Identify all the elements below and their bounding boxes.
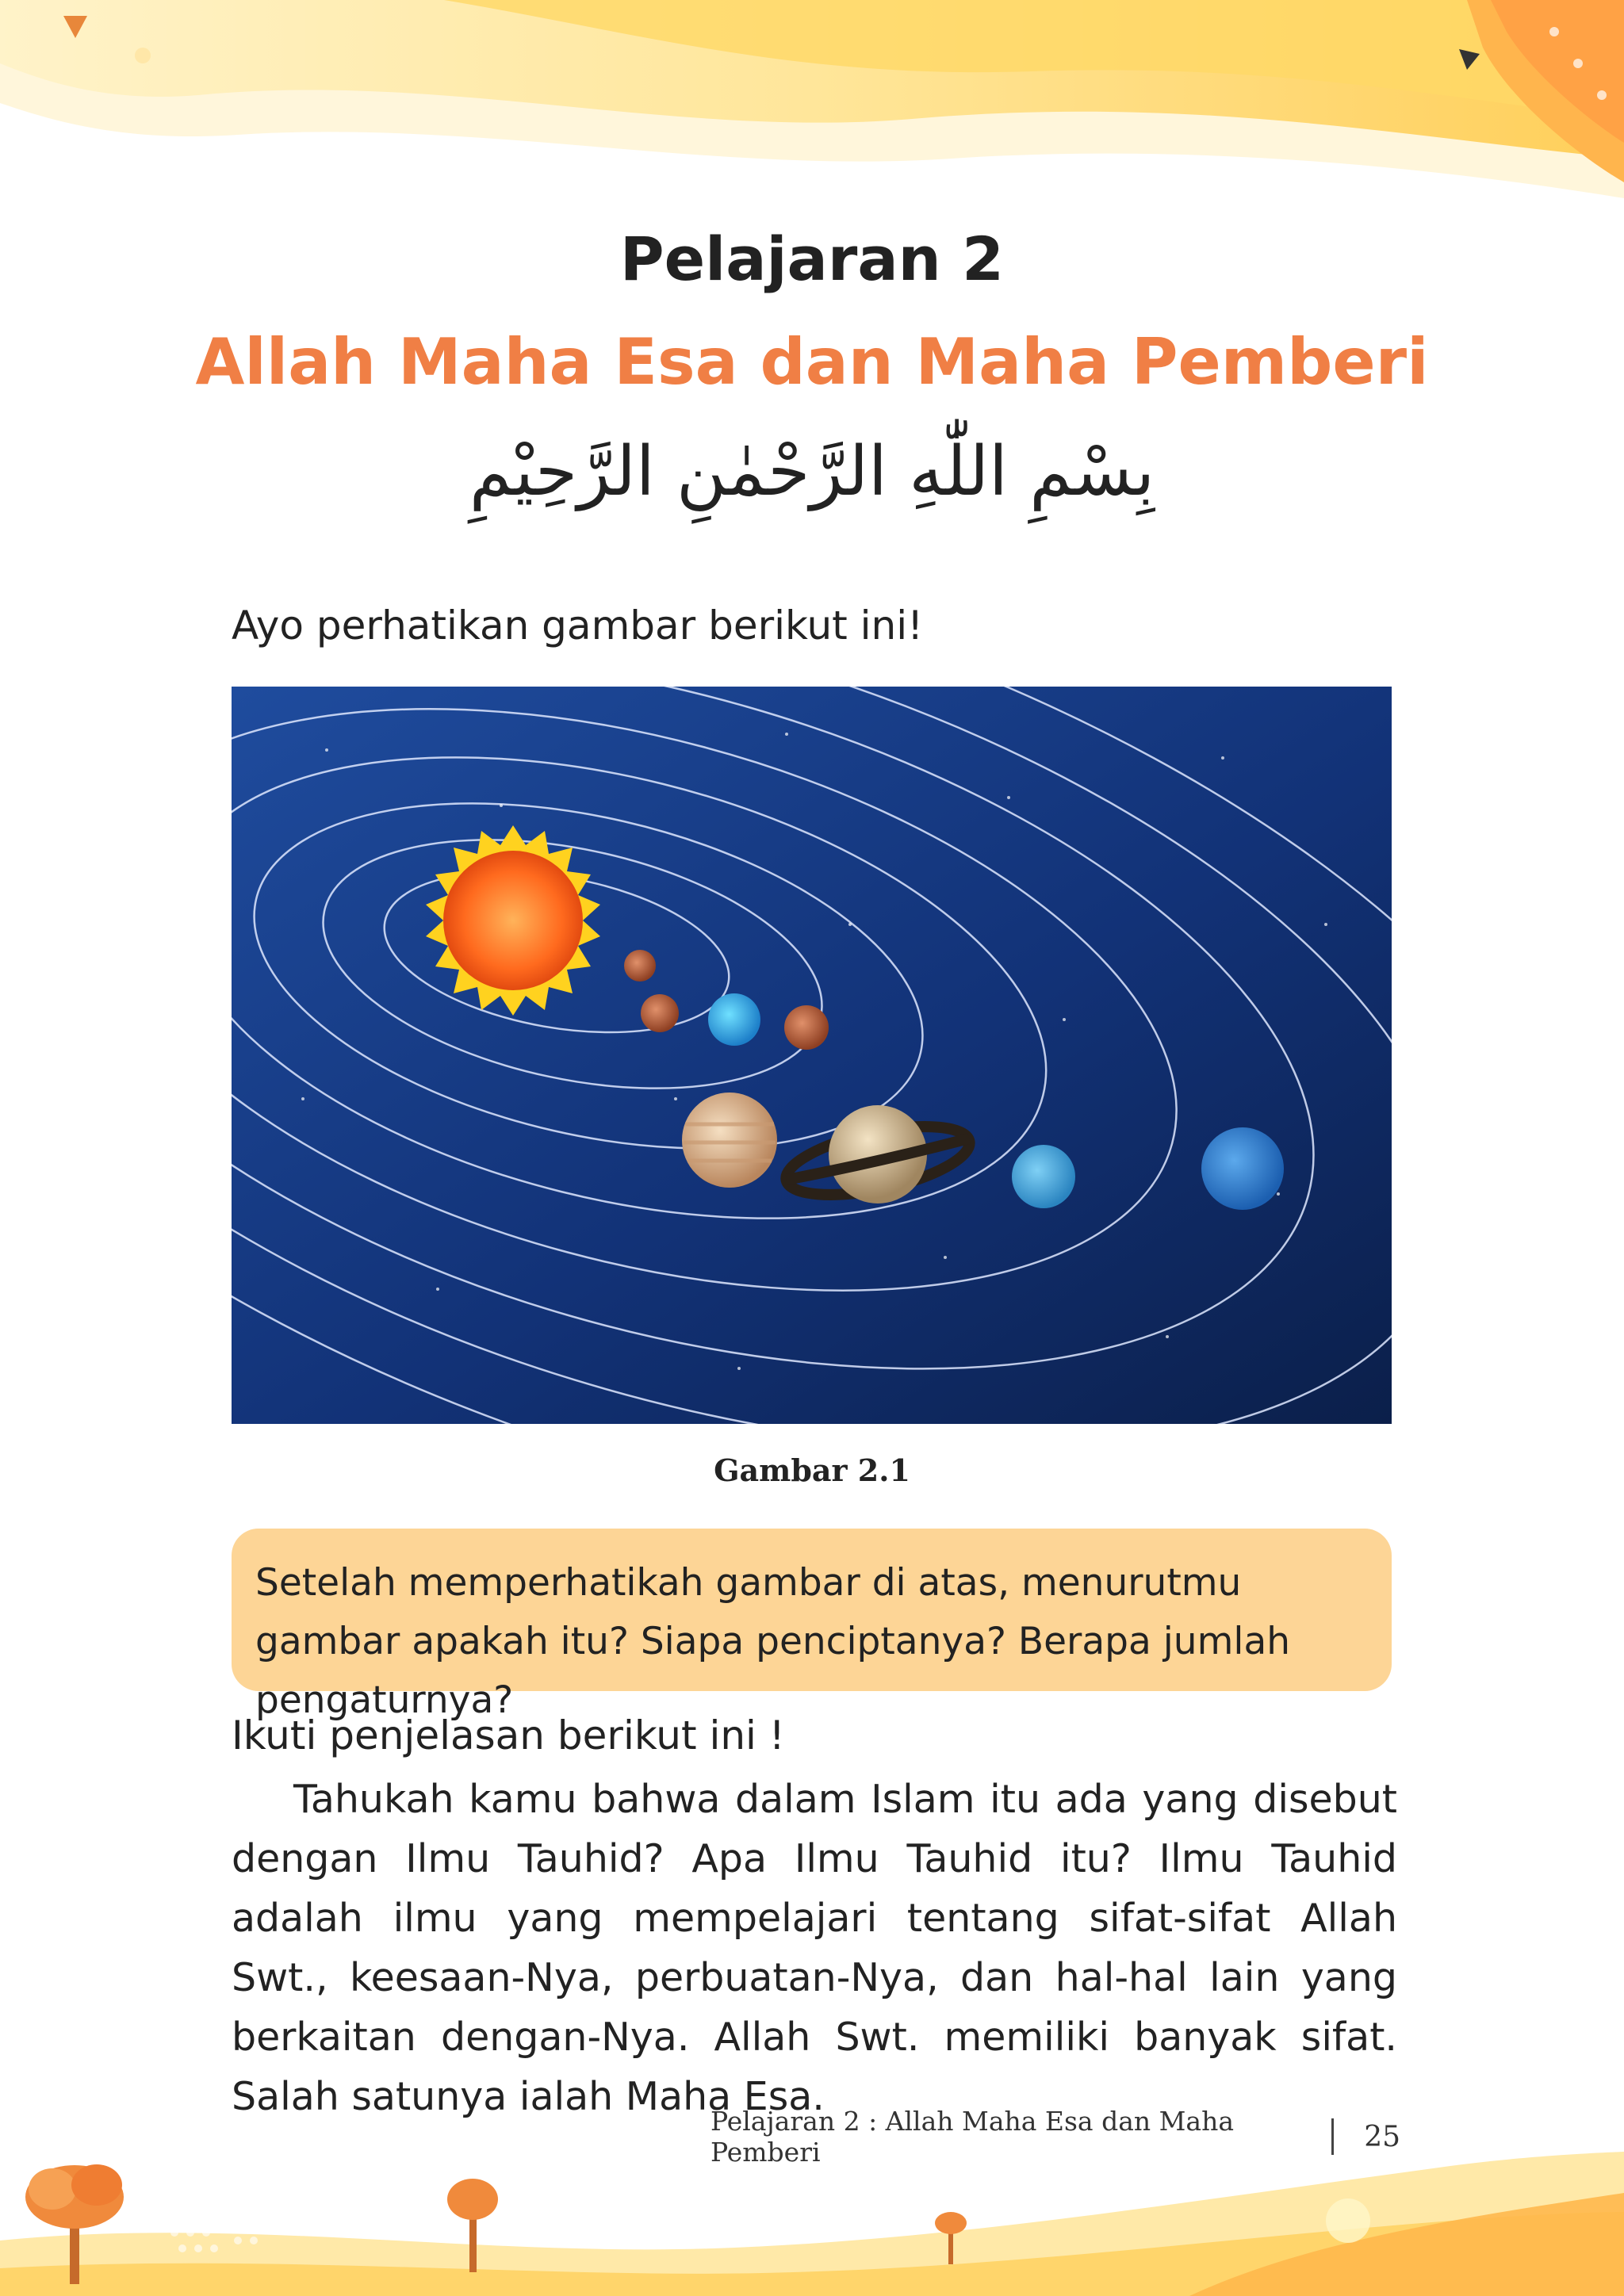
top-decorative-banner [0,0,1624,214]
page-number: 25 [1364,2120,1400,2153]
running-title: Pelajaran 2 : Allah Maha Esa dan Maha Pemberi [710,2106,1235,2168]
footer-separator [1331,2118,1334,2155]
solar-system-image [232,687,1392,1424]
page-footer [710,2106,1400,2168]
figure-caption: Gambar 2.1 [714,1452,910,1488]
lesson-title: Allah Maha Esa dan Maha Pemberi [195,325,1429,399]
follow-text: Ikuti penjelasan berikut ini ! [232,1712,785,1758]
question-text: Setelah memperhatikah gambar di atas, menurutmu gambar apakah itu? Siapa penciptanya? Berapa jumlah pengaturnya? [255,1561,1291,1722]
bottom-decorative-strip [0,2058,1624,2296]
basmalah-arabic: بِسْمِ اللّٰهِ الرَّحْمٰنِ الرَّحِيْمِ [469,432,1155,511]
question-box [232,1529,1392,1722]
lesson-number: Pelajaran 2 [619,224,1005,294]
intro-text: Ayo perhatikan gambar berikut ini! [232,603,924,649]
body-paragraph: Tahukah kamu bahwa dalam Islam itu ada yang disebut dengan Ilmu Tauhid? Apa Ilmu Tauhid itu? Ilmu Tauhid adalah ilmu yang mempelajari tentang sifat-sifat Allah Swt., keesaan-Nya, perbuatan-Nya, dan hal-hal lain yang berkaitan dengan-Nya. Allah Swt. memiliki banyak sifat. Salah satunya ialah Maha Esa. [232,1777,1397,2119]
